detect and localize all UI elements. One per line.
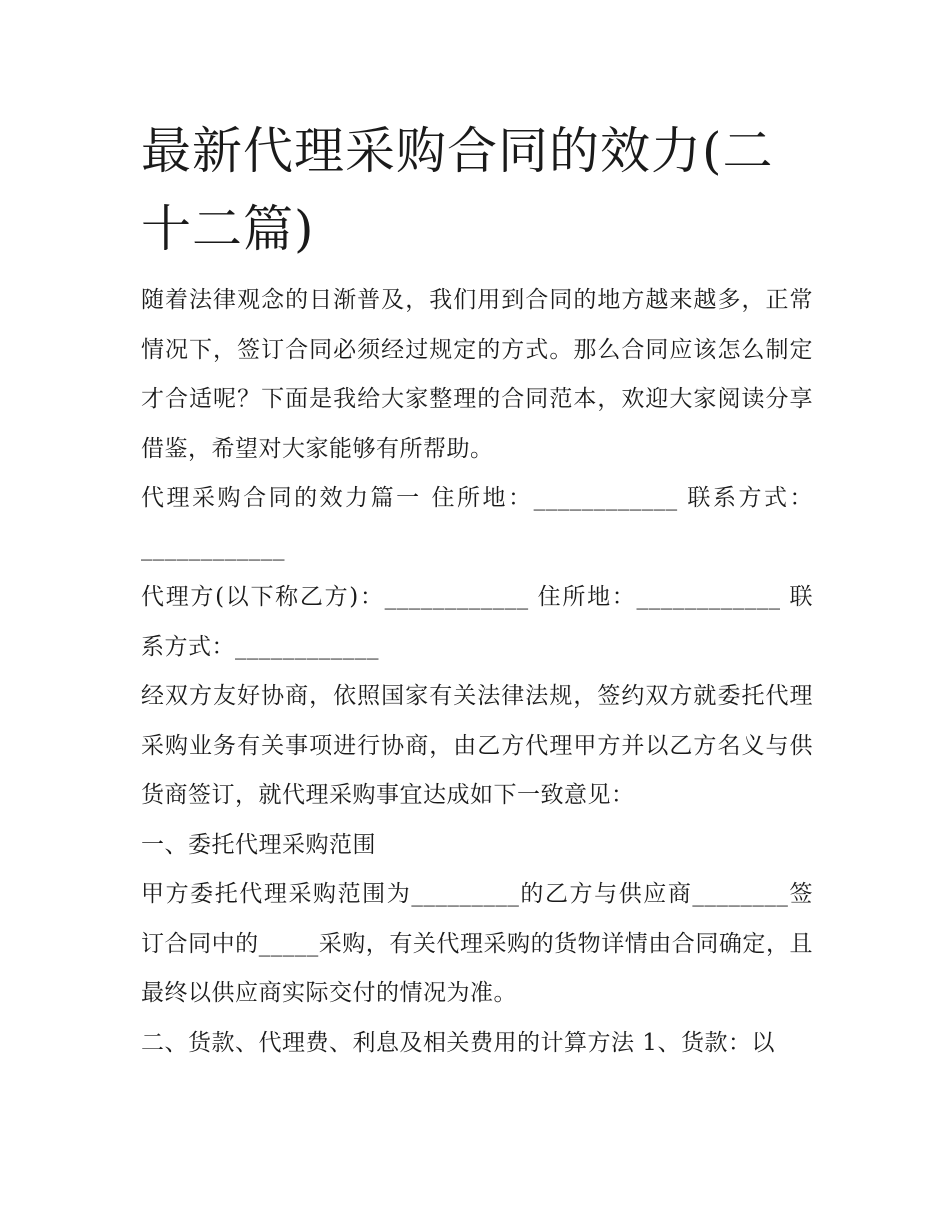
- party-b-info: 代理方(以下称乙方)：____________ 住所地：____________ 联系方式：____________: [141, 584, 813, 660]
- section-heading-payment: 二、货款、代理费、利息及相关费用的计算方法 1、货款：以: [141, 1029, 775, 1056]
- party-a-info: 代理采购合同的效力篇一 住所地：____________ 联系方式：____________: [141, 485, 813, 561]
- section-heading-scope: 一、委托代理采购范围: [141, 831, 376, 858]
- scope-paragraph: 甲方委托代理采购范围为_________的乙方与供应商________签订合同中的_____采购，有关代理采购的货物详情由合同确定，且最终以供应商实际交付的情况为准。: [141, 881, 813, 1006]
- document-title: 最新代理采购合同的效力(二十二篇): [141, 122, 774, 258]
- agreement-preamble: 经双方友好协商，依照国家有关法律法规，签约双方就委托代理采购业务有关事项进行协商，由乙方代理甲方并以乙方名义与供货商签订，就代理采购事宜达成如下一致意见：: [141, 683, 813, 808]
- intro-paragraph: 随着法律观念的日渐普及，我们用到合同的地方越来越多，正常情况下，签订合同必须经过规定的方式。那么合同应该怎么制定才合适呢？下面是我给大家整理的合同范本，欢迎大家阅读分享借鉴，希望对大家能够有所帮助。: [141, 287, 813, 462]
- document-page: [141, 112, 813, 1068]
